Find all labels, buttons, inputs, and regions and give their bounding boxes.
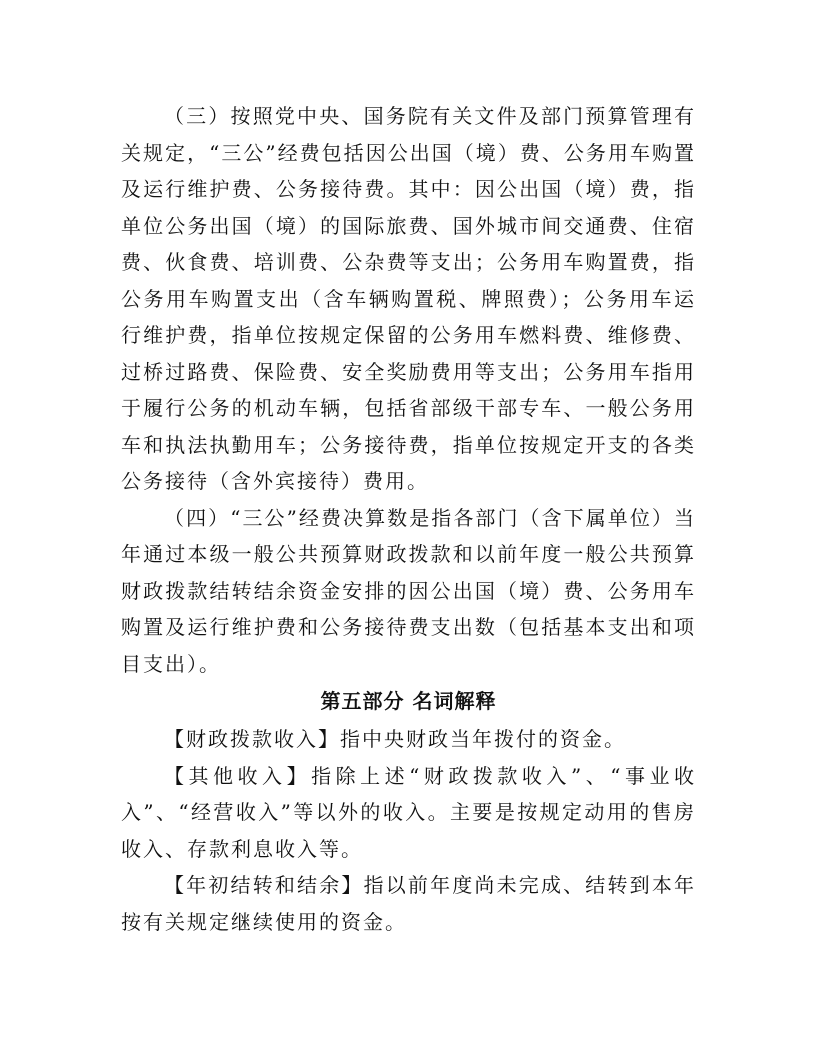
paragraph-public-expenses-definition: （三）按照党中央、国务院有关文件及部门预算管理有关规定，“三公”经费包括因公出国（境）费、公务用车购置及运行维护费、公务接待费。其中：因公出国（境）费，指单位公务出国（境）的国际旅费、国外城市间交通费、住宿费、伙食费、培训费、公杂费等支出；公务用车购置费，指公务用车购置支出（含车辆购置税、牌照费）；公务用车运行维护费，指单位按规定保留的公务用车燃料费、维修费、过桥过路费、保险费、安全奖励费用等支出；公务用车指用于履行公务的机动车辆，包括省部级干部专车、一般公务用车和执法执勤用车；公务接待费，指单位按规定开支的各类公务接待（含外宾接待）费用。: [121, 104, 696, 493]
section-heading: 第五部分 名词解释: [320, 689, 497, 713]
definition-fiscal-appropriation-income: 【财政拨款收入】指中央财政当年拨付的资金。: [164, 727, 626, 751]
definition-carryover-and-balance: 【年初结转和结余】指以前年度尚未完成、结转到本年按有关规定继续使用的资金。: [121, 873, 696, 934]
definition-other-income: 【其他收入】指除上述“财政拨款收入”、“事业收入”、“经营收入”等以外的收入。主要是按规定动用的售房收入、存款利息收入等。: [121, 763, 696, 861]
paragraph-public-expenses-final-accounts: （四）“三公”经费决算数是指各部门（含下属单位）当年通过本级一般公共预算财政拨款和以前年度一般公共预算财政拨款结转结余资金安排的因公出国（境）费、公务用车购置及运行维护费和公务接待费支出数（包括基本支出和项目支出）。: [121, 505, 696, 676]
document-page: [121, 98, 696, 940]
